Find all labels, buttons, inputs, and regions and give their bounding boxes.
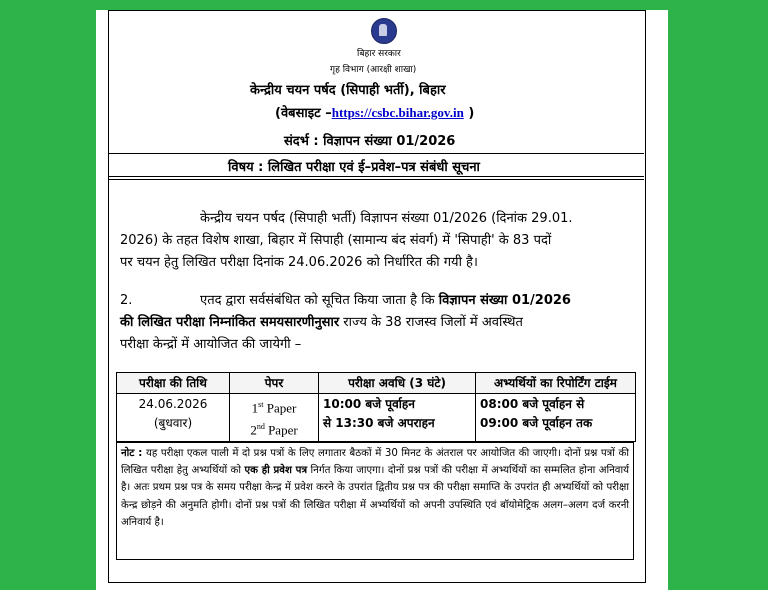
exam-date: 24.06.2026 bbox=[138, 397, 208, 411]
table-header-row bbox=[117, 373, 636, 394]
department-name: गृह विभाग (आरक्षी शाखा) bbox=[330, 65, 417, 75]
reporting-start: 08:00 बजे पूर्वाहन से bbox=[480, 397, 585, 411]
exam-duration-cell bbox=[319, 394, 476, 442]
para1-line3: पर चयन हेतु लिखित परीक्षा दिनांक 24.06.2026 को निर्धारित की गयी है। bbox=[120, 255, 478, 270]
para1-line1: केन्द्रीय चयन पर्षद (सिपाही भर्ती) विज्ञापन संख्या 01/2026 (दिनांक 29.01. bbox=[200, 211, 573, 226]
para1-line2: 2026) के तहत विशेष शाखा, बिहार में सिपाही (सामान्य बंद संवर्ग) में 'सिपाही' के 83 पदों bbox=[120, 233, 552, 248]
website-line bbox=[275, 103, 474, 121]
reference-line: संदर्भ : विज्ञापन संख्या 01/2026 bbox=[284, 134, 456, 149]
para2-line2 bbox=[120, 312, 523, 333]
exam-end-time: से 13:30 बजे अपराहन bbox=[323, 416, 435, 430]
table-header: पेपर bbox=[230, 373, 319, 394]
paper-1: 1st Paper bbox=[251, 400, 297, 416]
note-text-1: यह परीक्षा एकल पाली में दो प्रश्न पत्रों के लिए लगातार बैठकों में 30 मिनट के अंतराल पर आयोजित की जाएगी। दोनों प्रश्न पत्रों की लिखित परीक्षा हेतु अभ्यर्थियों को bbox=[121, 448, 629, 477]
para2-line3: परीक्षा केन्द्रों में आयोजित की जायेगी – bbox=[120, 337, 302, 352]
organization-name: केन्द्रीय चयन पर्षद (सिपाही भर्ती), बिहार bbox=[250, 83, 446, 98]
reporting-time-cell bbox=[476, 394, 636, 442]
govt-name: बिहार सरकार bbox=[357, 49, 401, 59]
para2-line2-text: राज्य के 38 राजस्व जिलों में अवस्थित bbox=[339, 315, 523, 330]
bihar-govt-emblem-icon bbox=[371, 18, 397, 44]
para2-line1-bold: विज्ञापन संख्या 01/2026 bbox=[438, 293, 571, 308]
exam-day: (बुधवार) bbox=[153, 416, 193, 430]
table-header: अभ्यर्थियों का रिपोर्टिंग टाईम bbox=[476, 373, 636, 394]
note-bold-text: एक ही प्रवेश पत्र bbox=[244, 465, 308, 477]
note-text-2: निर्गत किया जाएगा। दोनों प्रश्न पत्रों की परीक्षा में अभ्यर्थियों का सम्मलित होना अनिवार्य है। अतः प्रथम प्रश्न पत्र के समय परीक्षा केन्द्र में प्रवेश करने के उपरांत द्वितीय प्रश्न पत्र की परीक्षा समाप्ति के उपरांत ही अभ्यर्थियों को परीक्षा केन्द्र छोड़ने की अनुमति होगी। दोनों प्रश्न पत्रों की लिखित परीक्षा में अभ्यर्थियों को अपनी उपस्थिति एवं बॉयोमेट्रिक अलग–अलग दर्ज करनी अनिवार्य है। bbox=[121, 465, 629, 528]
para2-line2-bold: की लिखित परीक्षा निम्नांकित समयसारणीनुसार bbox=[120, 315, 340, 330]
para2-number: 2. bbox=[120, 293, 133, 308]
exam-schedule-table bbox=[116, 372, 636, 442]
paper-2: 2nd Paper bbox=[250, 422, 298, 438]
para2-line1-text: एतद द्वारा सर्वसंबंधित को सूचित किया जाता है कि bbox=[200, 293, 439, 308]
para2-line1 bbox=[200, 290, 571, 311]
table-row bbox=[117, 394, 636, 442]
table-header: परीक्षा की तिथि bbox=[117, 373, 230, 394]
website-link[interactable]: https://csbc.bihar.gov.in bbox=[331, 105, 464, 120]
paper-cell bbox=[230, 394, 319, 442]
note-label: नोट : bbox=[121, 448, 143, 459]
table-header: परीक्षा अवधि (3 घंटे) bbox=[319, 373, 476, 394]
reporting-end: 09:00 बजे पूर्वाहन तक bbox=[480, 416, 593, 430]
exam-start-time: 10:00 बजे पूर्वाहन bbox=[323, 397, 415, 411]
note-box bbox=[116, 442, 634, 560]
subject-line: विषय : लिखित परीक्षा एवं ई–प्रवेश–पत्र संबंधी सूचना bbox=[228, 160, 480, 175]
website-prefix: (वेबसाइट – bbox=[275, 106, 332, 121]
website-suffix: ) bbox=[468, 106, 475, 121]
exam-date-cell bbox=[117, 394, 230, 442]
